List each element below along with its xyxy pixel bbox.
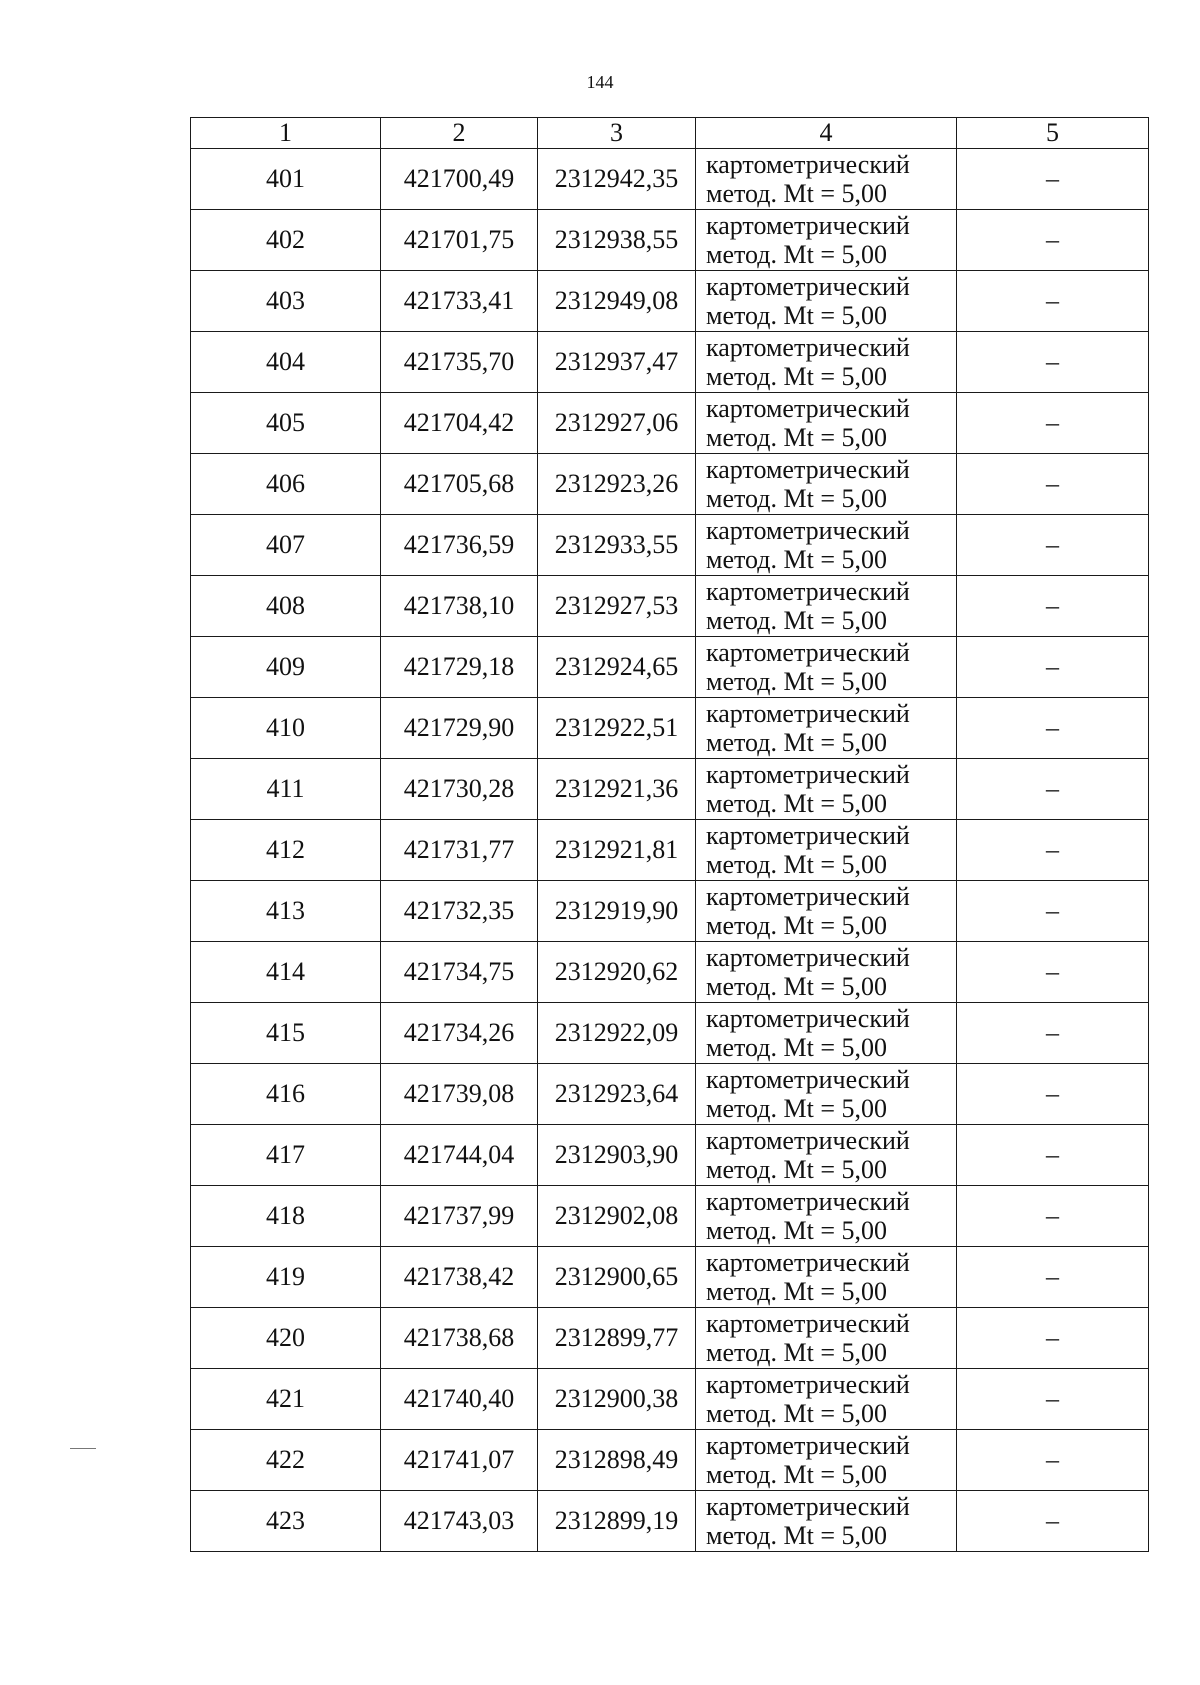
method-cell [696,210,957,271]
x-coordinate-cell: 421733,41 [381,271,538,332]
table-row [191,515,1149,576]
y-coordinate-cell: 2312921,81 [538,820,696,881]
method-cell [696,1247,957,1308]
y-coordinate-cell: 2312938,55 [538,210,696,271]
x-coordinate-cell: 421738,10 [381,576,538,637]
x-coordinate-cell: 421738,68 [381,1308,538,1369]
table-row [191,1003,1149,1064]
table-row [191,454,1149,515]
table-row [191,942,1149,1003]
y-coordinate-cell: 2312902,08 [538,1186,696,1247]
y-coordinate-cell: 2312924,65 [538,637,696,698]
method-line-1: картометрический [706,882,910,911]
method-line-2: метод. Mt = 5,00 [706,789,887,818]
table-row [191,1491,1149,1552]
method-cell [696,881,957,942]
table-body [191,149,1149,1552]
method-line-1: картометрический [706,699,910,728]
y-coordinate-cell: 2312923,64 [538,1064,696,1125]
note-cell: – [957,820,1149,881]
point-number-cell: 405 [191,393,381,454]
note-cell: – [957,759,1149,820]
note-cell: – [957,698,1149,759]
table-row [191,820,1149,881]
column-header-2: 2 [381,118,538,149]
method-line-1: картометрический [706,516,910,545]
method-cell [696,1003,957,1064]
method-line-2: метод. Mt = 5,00 [706,1216,887,1245]
method-line-2: метод. Mt = 5,00 [706,850,887,879]
y-coordinate-cell: 2312949,08 [538,271,696,332]
method-line-1: картометрический [706,1248,910,1277]
note-cell: – [957,576,1149,637]
method-cell [696,820,957,881]
point-number-cell: 423 [191,1491,381,1552]
method-line-1: картометрический [706,821,910,850]
y-coordinate-cell: 2312933,55 [538,515,696,576]
method-line-1: картометрический [706,1370,910,1399]
note-cell: – [957,1308,1149,1369]
point-number-cell: 402 [191,210,381,271]
point-number-cell: 418 [191,1186,381,1247]
y-coordinate-cell: 2312942,35 [538,149,696,210]
point-number-cell: 422 [191,1430,381,1491]
method-cell [696,1125,957,1186]
method-cell [696,393,957,454]
method-cell [696,1064,957,1125]
y-coordinate-cell: 2312900,65 [538,1247,696,1308]
note-cell: – [957,1369,1149,1430]
x-coordinate-cell: 421729,90 [381,698,538,759]
method-line-2: метод. Mt = 5,00 [706,484,887,513]
x-coordinate-cell: 421738,42 [381,1247,538,1308]
x-coordinate-cell: 421705,68 [381,454,538,515]
y-coordinate-cell: 2312919,90 [538,881,696,942]
point-number-cell: 419 [191,1247,381,1308]
table-row [191,1186,1149,1247]
method-cell [696,454,957,515]
method-cell [696,637,957,698]
note-cell: – [957,1003,1149,1064]
x-coordinate-cell: 421735,70 [381,332,538,393]
method-cell [696,332,957,393]
y-coordinate-cell: 2312923,26 [538,454,696,515]
method-line-2: метод. Mt = 5,00 [706,1460,887,1489]
y-coordinate-cell: 2312937,47 [538,332,696,393]
note-cell: – [957,210,1149,271]
point-number-cell: 409 [191,637,381,698]
x-coordinate-cell: 421734,26 [381,1003,538,1064]
note-cell: – [957,454,1149,515]
method-cell [696,1308,957,1369]
point-number-cell: 411 [191,759,381,820]
x-coordinate-cell: 421732,35 [381,881,538,942]
x-coordinate-cell: 421736,59 [381,515,538,576]
x-coordinate-cell: 421704,42 [381,393,538,454]
point-number-cell: 407 [191,515,381,576]
y-coordinate-cell: 2312922,09 [538,1003,696,1064]
y-coordinate-cell: 2312900,38 [538,1369,696,1430]
x-coordinate-cell: 421731,77 [381,820,538,881]
x-coordinate-cell: 421744,04 [381,1125,538,1186]
table-row [191,1064,1149,1125]
y-coordinate-cell: 2312920,62 [538,942,696,1003]
note-cell: – [957,637,1149,698]
x-coordinate-cell: 421701,75 [381,210,538,271]
table-row [191,271,1149,332]
method-line-1: картометрический [706,1187,910,1216]
method-line-1: картометрический [706,1126,910,1155]
method-line-2: метод. Mt = 5,00 [706,1338,887,1367]
x-coordinate-cell: 421730,28 [381,759,538,820]
table-row [191,1308,1149,1369]
method-cell [696,698,957,759]
method-line-1: картометрический [706,1431,910,1460]
table-row [191,1125,1149,1186]
y-coordinate-cell: 2312898,49 [538,1430,696,1491]
note-cell: – [957,332,1149,393]
point-number-cell: 403 [191,271,381,332]
method-line-2: метод. Mt = 5,00 [706,179,887,208]
x-coordinate-cell: 421740,40 [381,1369,538,1430]
point-number-cell: 420 [191,1308,381,1369]
method-line-2: метод. Mt = 5,00 [706,423,887,452]
margin-mark [70,1448,96,1449]
point-number-cell: 416 [191,1064,381,1125]
method-line-2: метод. Mt = 5,00 [706,240,887,269]
method-cell [696,149,957,210]
point-number-cell: 410 [191,698,381,759]
method-line-2: метод. Mt = 5,00 [706,1521,887,1550]
point-number-cell: 417 [191,1125,381,1186]
table-row [191,149,1149,210]
y-coordinate-cell: 2312927,06 [538,393,696,454]
table-row [191,1430,1149,1491]
method-line-2: метод. Mt = 5,00 [706,301,887,330]
note-cell: – [957,1430,1149,1491]
method-line-2: метод. Mt = 5,00 [706,1277,887,1306]
table-row [191,637,1149,698]
point-number-cell: 401 [191,149,381,210]
method-cell [696,942,957,1003]
method-line-1: картометрический [706,638,910,667]
note-cell: – [957,1186,1149,1247]
point-number-cell: 415 [191,1003,381,1064]
method-line-2: метод. Mt = 5,00 [706,1399,887,1428]
method-cell [696,1369,957,1430]
note-cell: – [957,1491,1149,1552]
method-line-1: картометрический [706,943,910,972]
table-row [191,759,1149,820]
method-line-2: метод. Mt = 5,00 [706,1033,887,1062]
table-row [191,698,1149,759]
x-coordinate-cell: 421739,08 [381,1064,538,1125]
method-line-1: картометрический [706,1309,910,1338]
note-cell: – [957,271,1149,332]
table-row [191,1369,1149,1430]
point-number-cell: 421 [191,1369,381,1430]
note-cell: – [957,942,1149,1003]
method-cell [696,759,957,820]
method-line-1: картометрический [706,1492,910,1521]
method-cell [696,576,957,637]
point-number-cell: 408 [191,576,381,637]
note-cell: – [957,393,1149,454]
method-line-1: картометрический [706,333,910,362]
method-line-1: картометрический [706,150,910,179]
note-cell: – [957,881,1149,942]
x-coordinate-cell: 421700,49 [381,149,538,210]
table-row [191,881,1149,942]
method-line-2: метод. Mt = 5,00 [706,362,887,391]
column-header-1: 1 [191,118,381,149]
method-line-1: картометрический [706,455,910,484]
y-coordinate-cell: 2312922,51 [538,698,696,759]
method-line-1: картометрический [706,272,910,301]
method-line-1: картометрический [706,760,910,789]
method-line-1: картометрический [706,577,910,606]
y-coordinate-cell: 2312903,90 [538,1125,696,1186]
note-cell: – [957,1125,1149,1186]
table-row [191,210,1149,271]
column-header-3: 3 [538,118,696,149]
y-coordinate-cell: 2312921,36 [538,759,696,820]
x-coordinate-cell: 421729,18 [381,637,538,698]
method-line-2: метод. Mt = 5,00 [706,606,887,635]
x-coordinate-cell: 421743,03 [381,1491,538,1552]
method-cell [696,515,957,576]
x-coordinate-cell: 421734,75 [381,942,538,1003]
note-cell: – [957,1064,1149,1125]
method-cell [696,1491,957,1552]
x-coordinate-cell: 421741,07 [381,1430,538,1491]
note-cell: – [957,149,1149,210]
y-coordinate-cell: 2312899,77 [538,1308,696,1369]
table-row [191,393,1149,454]
column-header-4: 4 [696,118,957,149]
method-line-1: картометрический [706,394,910,423]
method-line-1: картометрический [706,211,910,240]
method-line-2: метод. Mt = 5,00 [706,545,887,574]
method-cell [696,1430,957,1491]
method-cell [696,1186,957,1247]
y-coordinate-cell: 2312899,19 [538,1491,696,1552]
method-line-2: метод. Mt = 5,00 [706,911,887,940]
method-line-2: метод. Mt = 5,00 [706,1155,887,1184]
y-coordinate-cell: 2312927,53 [538,576,696,637]
coordinates-table [190,117,1149,1552]
x-coordinate-cell: 421737,99 [381,1186,538,1247]
note-cell: – [957,1247,1149,1308]
method-line-2: метод. Mt = 5,00 [706,667,887,696]
method-line-2: метод. Mt = 5,00 [706,1094,887,1123]
table-header-row [191,118,1149,149]
column-header-5: 5 [957,118,1149,149]
page-number: 144 [586,72,614,92]
point-number-cell: 406 [191,454,381,515]
table-row [191,332,1149,393]
method-line-2: метод. Mt = 5,00 [706,728,887,757]
method-line-1: картометрический [706,1065,910,1094]
note-cell: – [957,515,1149,576]
method-cell [696,271,957,332]
point-number-cell: 404 [191,332,381,393]
table-row [191,576,1149,637]
point-number-cell: 414 [191,942,381,1003]
table-row [191,1247,1149,1308]
point-number-cell: 413 [191,881,381,942]
method-line-2: метод. Mt = 5,00 [706,972,887,1001]
point-number-cell: 412 [191,820,381,881]
method-line-1: картометрический [706,1004,910,1033]
